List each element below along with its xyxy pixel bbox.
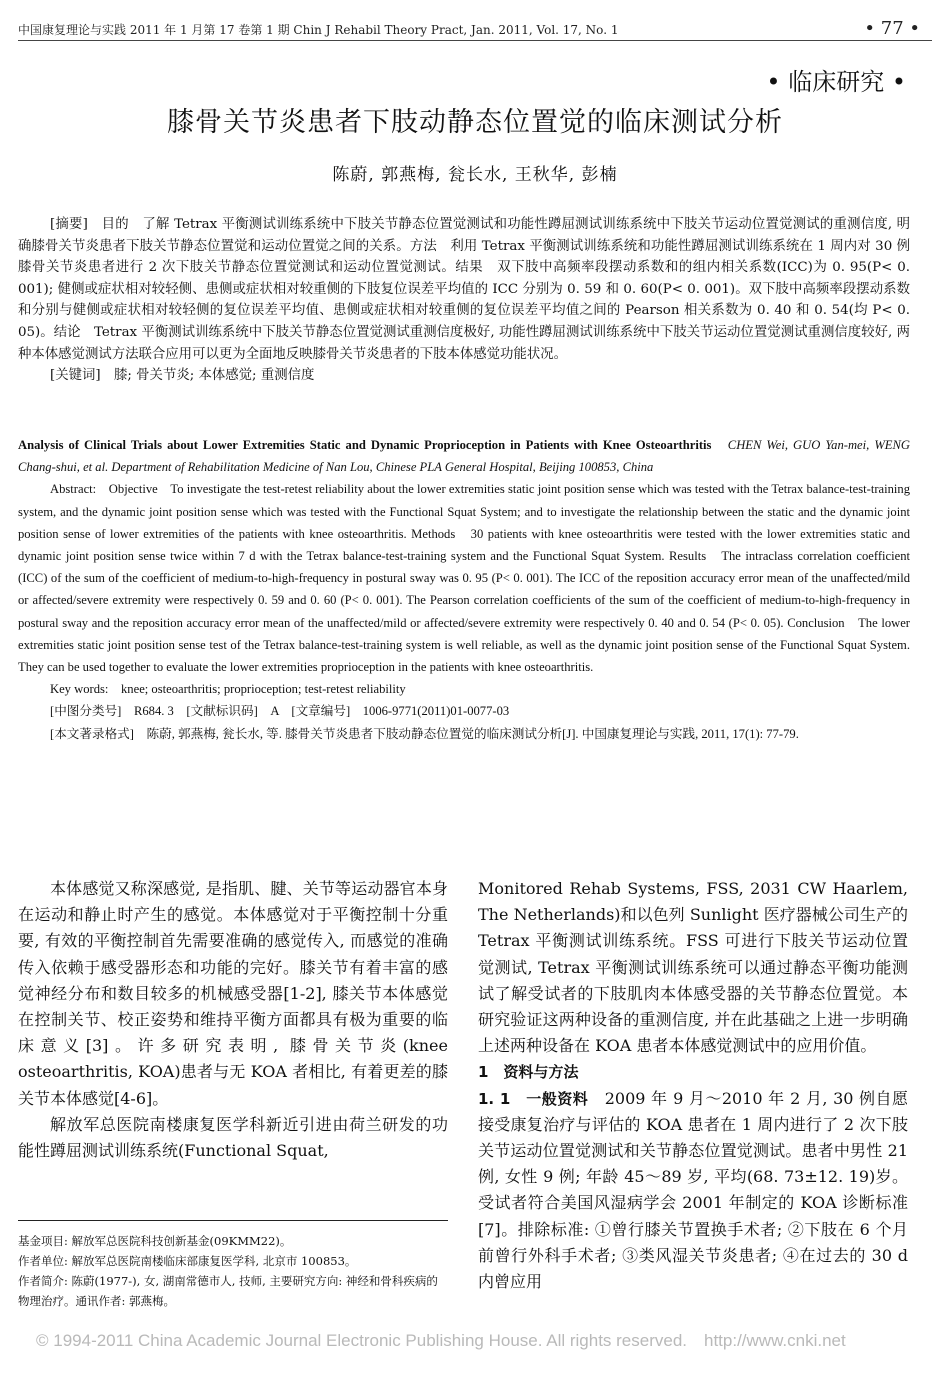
footnote-fund: 基金项目: 解放军总医院科技创新基金(09KMM22)。 [18, 1234, 292, 1248]
body-paragraph: 2009 年 9 月～2010 年 2 月, 30 例自愿接受康复治疗与评估的 KOA 患者在 1 周内进行了 2 次下肢关节运动位置觉测试和关节静态位置觉测试。患者中男性 21 例, 女性 9 例; 年龄 45～89 岁, 平均(68. 73±12. 19)岁。受试者符合美国风湿病学会 2001 年制定的 KOA 诊断标准[7]。排除标准: ①曾行膝关节置换手术者; ②下肢在 6 个月前曾行外科手术者; ③类风湿关节炎患者; ④在过去的 30 d 内曾应用 [478, 1088, 909, 1292]
classification-line: [中图分类号] R684. 3 [文献标识码] A [文章编号] 1006-9771(2011)01-0077-03 [50, 704, 510, 719]
right-column [478, 876, 908, 1295]
page-number: • 77 • [864, 18, 920, 39]
english-abstract-text: Abstract: Objective To investigate the test-retest reliability about the lower extremities static joint position sense which was tested with the Tetrax balance-test-training system, and the dynamic joint position sense which was tested with the Functional Squat System; and to investigate the relationship between the static and the dynamic joint position sense of lower extremities of the patients with knee osteoarthritis. Methods 30 patients with knee osteoarthritis were tested with the lower extremities static and dynamic joint position sense twice within 7 d with the Tetrax balance-test-training system and the Functional Squat System. Results The intraclass correlation coefficient (ICC) of the sum of the coefficient of medium-to-high-frequency in postural sway was 0. 95 (P< 0. 001). The ICC of the reposition accuracy error mean of the unaffected/mild or affected/severe extremity were respectively 0. 59 and 0. 60 (P< 0. 001). The Pearson correlation coefficients of the sum of the coefficient of medium-to-high-frequency in postural sway and the reposition accuracy error mean of the unaffected/mild or affected/severe extremity were respectively 0. 40 and 0. 54 (P< 0. 05). Conclusion The lower extremities static joint position sense test of the Tetrax balance-test-training system is well reliable, as well as the dynamic joint position sense of the Functional Squat System. They can be used together to evaluate the lower extremities proprioception in the patients with knee osteoarthritis. [18, 482, 910, 675]
section-label: • 临床研究 • [766, 68, 906, 96]
citation-line: [本文著录格式] 陈蔚, 郭燕梅, 瓮长水, 等. 膝骨关节炎患者下肢动静态位置觉的临床测试分析[J]. 中国康复理论与实践, 2011, 17(1): 77-79. [50, 726, 799, 741]
subsection-heading: 1. 1 一般资料 [478, 1089, 589, 1108]
footnote-unit: 作者单位: 解放军总医院南楼临床部康复医学科, 北京市 100853。 [18, 1254, 357, 1268]
english-authors: CHEN Wei, GUO Yan-mei, WENG Chang-shui, et al. Department of Rehabilitation Medicine of Nan Lou, Chinese PLA General Hospital, Beijing 100853, China [18, 438, 910, 475]
left-column [18, 876, 448, 1164]
header-rule [18, 40, 932, 41]
chinese-abstract [18, 214, 910, 387]
body-paragraph: Monitored Rehab Systems, FSS, 2031 CW Haarlem, The Netherlands)和以色列 Sunlight 医疗器械公司生产的 Tetrax 平衡测试训练系统。FSS 可进行下肢关节运动位置觉测试, Tetrax 平衡测试训练系统可以通过静态平衡功能测试了解受试者的下肢肌肉本体感受器的关节静态位置觉。本研究验证这两种设备的重测信度, 并在此基础之上进一步明确上述两种设备在 KOA 患者本体感觉测试中的应用价值。 [478, 879, 908, 1056]
footnotes [18, 1220, 448, 1311]
running-head-text: 中国康复理论与实践 2011 年 1 月第 17 卷第 1 期 Chin J Rehabil Theory Pract, Jan. 2011, Vol. 17, No. 1 [18, 23, 619, 37]
article-title: 膝骨关节炎患者下肢动静态位置觉的临床测试分析 [167, 107, 783, 138]
english-keywords: Key words: knee; osteoarthritis; proprioception; test-retest reliability [50, 682, 406, 697]
running-header [18, 18, 932, 40]
body-paragraph: 本体感觉又称深感觉, 是指肌、腱、关节等运动器官本身在运动和静止时产生的感觉。本体感觉对于平衡控制十分重要, 有效的平衡控制首先需要准确的感觉传入, 而感觉的准确传入依赖于感受器形态和功能的完好。膝关节有着丰富的感觉神经分布和数目较多的机械感受器[1-2], 膝关节本体感觉在控制关节、校正姿势和维持平衡方面都具有极为重要的临床意义[3]。许多研究表明, 膝骨关节炎(knee osteoarthritis, KOA)患者与无 KOA 者相比, 有着更差的膝关节本体感觉[4-6]。 [18, 879, 448, 1108]
watermark: © 1994-2011 China Academic Journal Electronic Publishing House. All rights reserved. http://www.cnki.net [36, 1331, 846, 1350]
english-abstract [18, 434, 910, 745]
body-paragraph: 解放军总医院南楼康复医学科新近引进由荷兰研发的功能性蹲屈测试训练系统(Functional Squat, [18, 1114, 448, 1161]
section-heading: 1 资料与方法 [478, 1063, 579, 1082]
keywords-cn: [关键词] 膝; 骨关节炎; 本体感觉; 重测信度 [50, 368, 315, 384]
english-title: Analysis of Clinical Trials about Lower Extremities Static and Dynamic Proprioception in Patients with Knee Osteoarthritis [18, 438, 712, 452]
footnote-bio: 作者简介: 陈蔚(1977-), 女, 湖南常德市人, 技师, 主要研究方向: 神经和骨科疾病的物理治疗。通讯作者: 郭燕梅。 [18, 1274, 438, 1308]
author-list: 陈蔚, 郭燕梅, 瓮长水, 王秋华, 彭楠 [332, 165, 618, 185]
abstract-text: [摘要] 目的 了解 Tetrax 平衡测试训练系统中下肢关节静态位置觉测试和功能性蹲屈测试训练系统中下肢关节运动位置觉测试的重测信度, 明确膝骨关节炎患者下肢关节静态位置觉和运动位置觉之间的关系。方法 利用 Tetrax 平衡测试训练系统和功能性蹲屈测试训练系统在 1 周内对 30 例膝骨关节炎患者进行 2 次下肢关节静态位置觉测试和运动位置觉测试。结果 双下肢中高频率段摆动系数和的组内相关系数(ICC)为 0. 95(P< 0. 001); 健侧或症状相对较轻侧、患侧或症状相对较重侧的下肢复位误差平均值的 ICC 分别为 0. 59 和 0. 60(P< 0. 001)。双下肢中高频率段摆动系数和分别与健侧或症状相对较轻侧的复位误差平均值、患侧或症状相对较重侧的复位误差平均值之间的 Pearson 相关系数为 0. 40 和 0. 54(均 P< 0. 05)。结论 Tetrax 平衡测试训练系统中下肢关节静态位置觉测试重测信度极好, 功能性蹲屈测试训练系统中下肢关节运动位置觉测试重测信度较好, 两种本体感觉测试方法联合应用可以更为全面地反映膝骨关节炎患者的下肢本体感觉功能状况。 [18, 217, 910, 362]
